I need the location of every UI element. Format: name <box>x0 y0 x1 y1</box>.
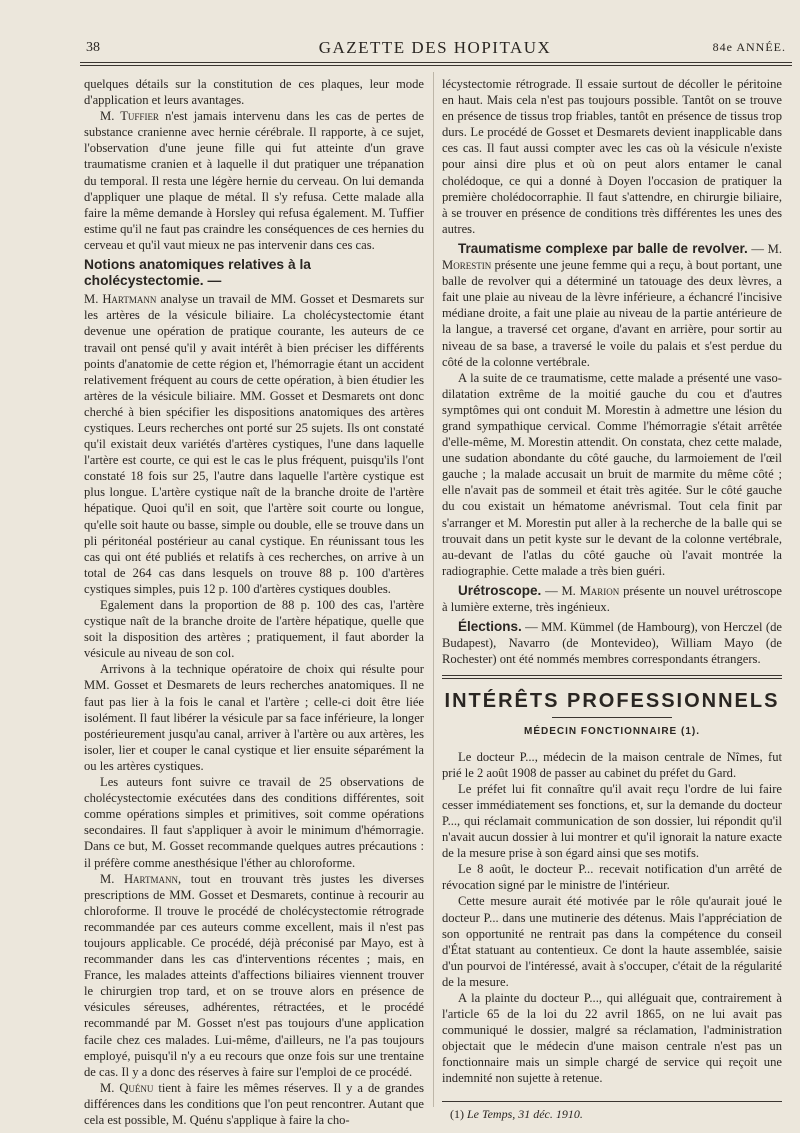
subsection-heading: Urétroscope. <box>458 582 542 598</box>
article-title: MÉDECIN FONCTIONNAIRE (1). <box>524 726 700 738</box>
subsection-heading: Élections. <box>458 619 522 635</box>
page-header <box>80 38 790 60</box>
paragraph: A la plainte du docteur P..., qui alléguait que, contrairement à l'article 65 de la loi du 22 avril 1865, on ne lui avait pas communiqué le dossier, malgré sa réclamation, l'administration objectait que le médecin d'une maison centrale n'est pas un fonctionnaire mais un simple chargé de service qui reçoit une indemnité non sujette à retenue. <box>442 990 782 1086</box>
speaker-name: M. Hartmann <box>84 292 157 307</box>
journal-title: GAZETTE DES HOPITAUX <box>318 38 552 57</box>
speaker-name: M. Tuffier <box>100 109 159 124</box>
column-divider <box>433 72 434 1107</box>
paragraph: Le 8 août, le docteur P... recevait notification d'un arrêté de révocation signé par le ministre de l'intérieur. <box>442 862 782 893</box>
speaker-name: M. Hartmann <box>100 871 179 886</box>
paragraph: Le préfet lui fit connaître qu'il avait reçu l'ordre de lui faire cesser immédiatement ses fonctions, et, sur la demande du docteur P..., qui réclamait communication de son dossier, lui répondit qu'il n'avait aucun dossier à lui montrer et qu'il ignorait la nature exacte de la mesure prise à son égard ainsi que ses motifs. <box>442 781 782 861</box>
journal-year: 84e ANNÉE. <box>712 40 786 54</box>
paragraph: lécystectomie rétrograde. Il essaie surtout de décoller le péritoine en haut. Mais cela n'est pas toujours possible. Tantôt on se trouve en présence de tissus trop friables, tantôt en présence de tissus trop durs. Le procédé de Gosset et Desmarets devient inapplicable dans ces cas. Il faut aussi compter avec les cas où la vésicule n'existe pour ainsi dire plus et où on peut alors entamer le canal cholédoque, ce qui a donné à Doyen l'occasion de pratiquer la première cholédocorraphie. Il faut s'attendre, en chirurgie biliaire, à se trouver en présence de conditions très différentes les unes des autres. <box>442 77 782 236</box>
paragraph: Les auteurs font suivre ce travail de 25 observations de cholécystectomie exécutées dans des conditions différentes, soit comme opérations simples et primitives, soit comme opérations secondaires. Il faut s'appliquer à avoir le minimum d'hémorragie. Dans ce but, M. Gosset recommande quelques autres précautions : il préfère comme anesthésique l'éther au chloroforme. <box>84 775 424 870</box>
paragraph: Arrivons à la technique opératoire de choix qui résulte pour MM. Gosset et Desmarets de leurs recherches anatomiques. Il ne faut pas lier à la fois le canal et l'artère ; celle-ci doit être liée isolément. Il faut libérer la vésicule par sa face inférieure, la longer postérieurement jusqu'au canal, arriver à l'artère ou aux artères, les isoler, lier et couper le canal cystique et lier ensuite séparément la ou les artères cystiques. <box>84 662 424 773</box>
speaker-name: M. Quénu <box>100 1080 154 1095</box>
paragraph: M. Hartmann analyse un travail de MM. Gosset et Desmarets sur les artères de la vésicule biliaire. La cholécystectomie étant devenue une opération de pratique courante, les auteurs de ce travail ont pensé qu'il y avait intérêt à bien préciser les différents points d'anatomie de cette région et, l'hémorragie étant un accident relativement fréquent au cours de cette opération, à bien étudier les artères de la vésicule biliaire. MM. Gosset et Desmarets ont donc cherché à bien spécifier les dispositions anatomiques des artères cystiques. Leurs recherches ont porté sur 25 sujets. Ils ont constaté qu'il existait deux variétés d'artères cystiques, l'une dans laquelle l'artère est courte, ce qui est le cas le plus fréquent, puisqu'ils l'ont constaté 18 fois sur 25, l'autre dans laquelle l'artère cystique est plus longue. L'artère cystique naît de la branche droite de l'artère hépatique. Quoi qu'il en soit, que l'artère soit courte ou longue, qu'elle soit haute ou basse, simple ou double, elle se trouve dans un pli péritonéal postérieur au canal cystique. En réunissant tous les cas qui ont été publiés et relatifs à ces recherches, on arrive à un total de 264 cas dans lesquels on trouve 88 p. 100 d'artères cystiques simples, puis 12 p. 100 d'artères cystiques doubles. <box>84 292 424 596</box>
paragraph: quelques détails sur la constitution de ces plaques, leur mode d'application et leurs avantages. <box>84 77 424 108</box>
paragraph: A la suite de ce traumatisme, cette malade a présenté une vaso-dilatation extrême de la moitié gauche du cou et d'autres symptômes qui ont conduit M. Morestin à admettre une lésion du grand sympathique cervical. Comme l'hémorragie s'était arrêtée d'elle-même, M. Morestin attendit. On constata, chez cette malade, une sudation abondante du côté gauche, du larmoiement de l'œil gauche ; la malade accusait un bruit de marmite du même côté ; elle n'avait pas de sommeil et était très agitée. Sur le côté gauche du cou existait un hématome anévrismal. Tout cela finit par s'arranger et M. Morestin put aller à la recherche de la balle qui se trouvait dans un petit kyste sur le devant de la colonne vertébrale, au-devant de l'atlas du côté gauche où l'avait montrée la radiographie. Cette malade a très bien guéri. <box>442 370 782 578</box>
page-number: 38 <box>86 40 100 55</box>
left-column <box>84 76 424 1128</box>
paragraph: Egalement dans la proportion de 88 p. 100 des cas, l'artère cystique naît de la branche droite de l'artère hépatique, quelle que soit la disposition des artères ; pratiquement, il faut aborder la vésicule au niveau de son col. <box>84 598 424 661</box>
paragraph: M. Quénu tient à faire les mêmes réserves. Il y a de grandes différences dans les conditions que l'on peut rencontrer. Autant que cela est possible, M. Quénu s'applique à faire la cho- <box>84 1080 424 1127</box>
speaker-name: M. Morestin <box>442 241 783 273</box>
section-heading: Notions anatomiques relatives à la cholécystectomie. — <box>84 257 311 289</box>
subsection-heading: Traumatisme complexe par balle de revolver. <box>458 240 748 256</box>
header-rule-bottom <box>80 65 792 66</box>
paragraph: Urétroscope. — M. Marion présente un nouvel urétroscope à lumière externe, très ingénieux. <box>442 582 782 614</box>
paragraph: M. Hartmann, tout en trouvant très justes les diverses prescriptions de MM. Gosset et Desmarets, continue à recourir au chloroforme. Il trouve le procédé de cholécystectomie rétrograde recommandée par ces auteurs comme excellent, mais il n'est pas toujours applicable. Ce procédé, déjà préconisé par Mayo, est à recommander dans les cas d'interventions récentes ; mais, en France, les malades atteints d'affections biliaires viennent trouver le chirurgien trop tard, et on se trouve alors en présence de vésicules séreuses, adhérentes, rétractées, et le procédé recommandé par M. Gosset n'est pas toujours d'une application facile chez ces malades. Lui-même, d'ailleurs, ne l'a pas toujours employé, puisqu'il n'y a eu recours que onze fois sur une trentaine de cas. Il y a donc des réserves à faire sur l'emploi de ce procédé. <box>84 871 424 1079</box>
paragraph: Le docteur P..., médecin de la maison centrale de Nîmes, fut prié le 2 août 1908 de passer au cabinet du préfet du Gard. <box>442 749 782 780</box>
footnote: (1) Le Temps, 31 déc. 1910. <box>442 1101 782 1122</box>
paragraph: Élections. — MM. Kümmel (de Hambourg), von Herczel (de Budapest), Navarro (de Montevideo), William Mayo (de Rochester) ont été nommés membres correspondants étrangers. <box>442 619 782 667</box>
paragraph: Traumatisme complexe par balle de revolver. — M. Morestin présente une jeune femme qui a reçu, à bout portant, une balle de revolver qui a déterminé un tatouage des deux lèvres, a fait une plaie au niveau de la lèvre inférieure, a échancré l'incisive médiane droite, a fait une plaie au niveau de la partie antérieure de la langue, a traversé cet organe, d'avant en arrière, pour sortir au niveau de sa base, a traversé le voile du palais et s'est perdue du côté de la colonne vertébrale. <box>442 240 783 369</box>
title-rule <box>552 717 672 718</box>
speaker-name: M. Marion <box>561 583 620 598</box>
section-separator <box>442 675 782 679</box>
header-rule-top <box>80 62 792 63</box>
paragraph: M. Tuffier n'est jamais intervenu dans les cas de pertes de substance cranienne avec hernie cérébrale. Il rapporte, à ce sujet, l'observation d'une jeune fille qui fut atteinte d'un grave traumatisme cranien et à laquelle il dut pratiquer une trépanation du temporal. Il resta une légère hernie du cerveau. On lui demanda d'appliquer une plaque de métal. Il s'y refusa. Cette malade alla faire la même demande à Horsley qui refusa également. M. Tuffier estime qu'il ne faut pas craindre les conséquences de ces hernies du cerveau et qu'il vaut mieux ne pas intervenir dans ces cas. <box>84 109 425 252</box>
paragraph: Cette mesure aurait été motivée par le rôle qu'aurait joué le docteur P... dans une mutinerie des détenus. Mais l'appréciation de son opportunité ne rentrait pas dans la compétence du conseil d'État statuant au contentieux. Ce dont la haute assemblée, saisie d'un pourvoi de l'intéressé, avait à s'occuper, c'était de la régularité de la mesure. <box>442 894 782 989</box>
right-column <box>442 76 782 1122</box>
section-title: INTÉRÊTS PROFESSIONNELS <box>444 690 780 713</box>
